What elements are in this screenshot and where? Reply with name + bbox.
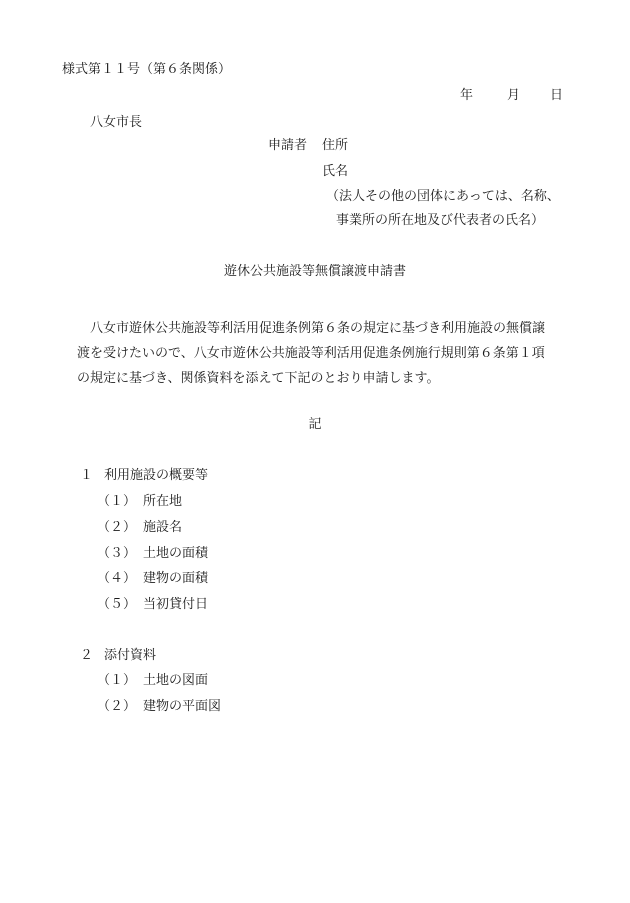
- applicant-note-line1: （法人その他の団体にあっては、名称、: [326, 189, 560, 204]
- body-paragraph: [77, 316, 577, 391]
- list-item: （４） 建物の面積: [97, 571, 209, 586]
- body-line: 八女市遊休公共施設等利活用促進条例第６条の規定に基づき利用施設の無償譲: [90, 321, 546, 336]
- document-title: 遊休公共施設等無償譲渡申請書: [223, 264, 406, 279]
- date-year: 年: [460, 88, 474, 103]
- section1-number: １: [80, 468, 94, 483]
- list-item: （１） 土地の図面: [97, 673, 209, 688]
- applicant-note-line2: 事業所の所在地及び代表者の氏名）: [336, 213, 545, 228]
- body-line: の規定に基づき、関係資料を添えて下記のとおり申請します。: [77, 371, 440, 386]
- date-month: 月: [507, 88, 521, 103]
- section2-title: 添付資料: [104, 648, 157, 663]
- ki-heading: 記: [308, 417, 322, 432]
- addressee: 八女市長: [90, 115, 143, 130]
- body-line: 渡を受けたいので、八女市遊休公共施設等利活用促進条例施行規則第６条第１項: [77, 346, 545, 361]
- address-label: 住所: [322, 138, 349, 153]
- applicant-label: 申請者: [268, 138, 308, 153]
- section1-heading: [80, 467, 208, 485]
- form-number: 様式第１１号（第６条関係）: [62, 62, 232, 77]
- date-day: 日: [550, 88, 564, 103]
- section2-number: ２: [80, 648, 94, 663]
- name-label: 氏名: [322, 164, 349, 179]
- section2-heading: [80, 647, 156, 665]
- date-line: [460, 87, 563, 105]
- section1-title: 利用施設の概要等: [104, 468, 209, 483]
- list-item: （３） 土地の面積: [97, 546, 209, 561]
- list-item: （２） 施設名: [97, 520, 183, 535]
- list-item: （１） 所在地: [97, 494, 183, 509]
- list-item: （２） 建物の平面図: [97, 699, 222, 714]
- list-item: （５） 当初貸付日: [97, 597, 209, 612]
